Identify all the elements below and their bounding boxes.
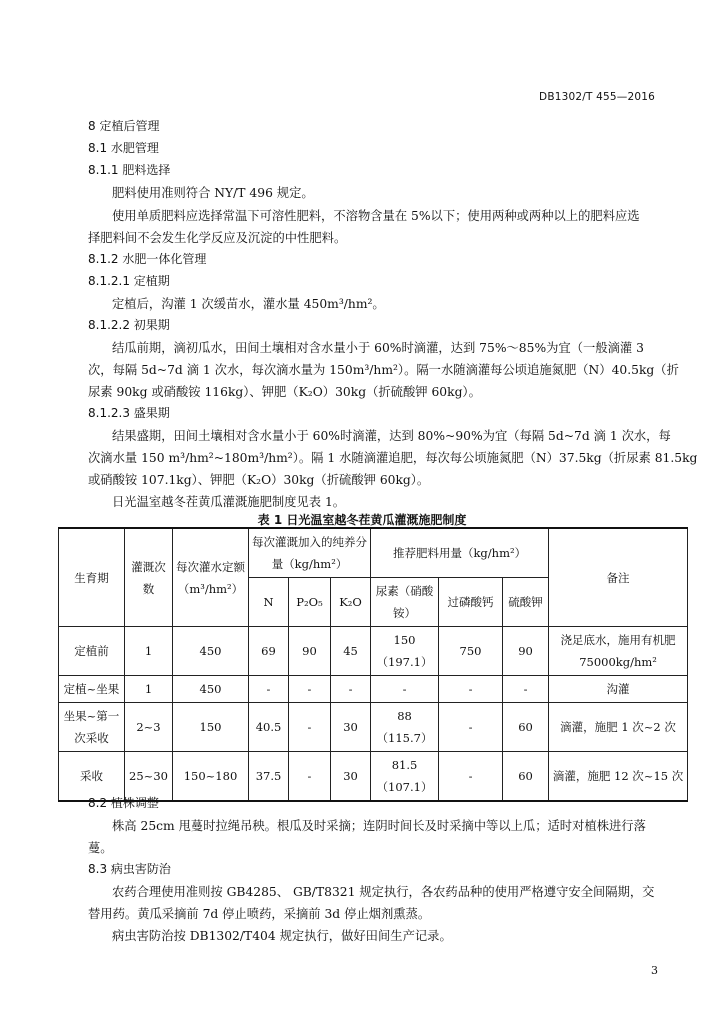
cell-ks: 60: [503, 752, 549, 802]
table-row: [59, 703, 688, 752]
cell-p: -: [289, 676, 331, 703]
paragraph-line: 次滴水量 150 m³/hm²~180m³/hm²）。隔 1 水随滴灌追肥，每次每公顷施氮肥（N）37.5kg（折尿素 81.5kg: [88, 451, 698, 465]
header-quota: 每次灌水定额（m³/hm²）: [173, 528, 249, 627]
cell-super: -: [439, 752, 503, 802]
cell-super: -: [439, 703, 503, 752]
subsection-heading: 8.1.2.3 盛果期: [88, 406, 170, 420]
cell-times: 25~30: [125, 752, 173, 802]
paragraph-line: 使用单质肥料应选择常温下可溶性肥料，不溶物含量在 5%以下；使用两种或两种以上的肥料应选: [112, 209, 640, 223]
header-times: 灌溉次数: [125, 528, 173, 627]
header-k2o: K₂O: [331, 578, 371, 627]
cell-k: 30: [331, 752, 371, 802]
header-fertilizer: 推荐肥料用量（kg/hm²）: [371, 528, 549, 578]
cell-note: 浇足底水，施用有机肥 75000kg/hm²: [549, 627, 688, 676]
subsection-heading: 8.1.2.1 定植期: [88, 274, 170, 288]
header-superphosphate: 过磷酸钙: [439, 578, 503, 627]
cell-note: 滴灌，施肥 1 次~2 次: [549, 703, 688, 752]
paragraph-line: 蔓。: [88, 841, 113, 855]
section-heading: 8 定植后管理: [88, 119, 160, 133]
subsection-heading: 8.1 水肥管理: [88, 141, 159, 155]
cell-k: 30: [331, 703, 371, 752]
paragraph-line: 次，每隔 5d~7d 滴 1 次水，每次滴水量为 150m³/hm²）。隔一水随滴灌每公顷追施氮肥（N）40.5kg（折: [88, 363, 679, 377]
cell-urea: 88（115.7）: [371, 703, 439, 752]
cell-super: -: [439, 676, 503, 703]
cell-ks: 60: [503, 703, 549, 752]
cell-stage: 采收: [59, 752, 125, 802]
paragraph-line: 定植后，沟灌 1 次缓苗水，灌水量 450m³/hm²。: [112, 297, 385, 311]
subsection-heading: 8.1.1 肥料选择: [88, 163, 171, 177]
cell-n: -: [249, 676, 289, 703]
paragraph-line: 日光温室越冬茬黄瓜灌溉施肥制度见表 1。: [112, 495, 346, 509]
cell-urea: 150（197.1）: [371, 627, 439, 676]
cell-quota: 450: [173, 676, 249, 703]
header-stage: 生育期: [59, 528, 125, 627]
header-nutrient: 每次灌溉加入的纯养分量（kg/hm²）: [249, 528, 371, 578]
cell-times: 1: [125, 627, 173, 676]
header-n: N: [249, 578, 289, 627]
subsection-heading: 8.3 病虫害防治: [88, 862, 171, 876]
paragraph-line: 结果盛期，田间土壤相对含水量小于 60%时滴灌，达到 80%~90%为宜（每隔 5d~7d 滴 1 次水，每: [112, 429, 671, 443]
cell-note: 滴灌，施肥 12 次~15 次: [549, 752, 688, 802]
cell-k: -: [331, 676, 371, 703]
paragraph-line: 尿素 90kg 或硝酸铵 116kg）、钾肥（K₂O）30kg（折硫酸钾 60kg）。: [88, 385, 481, 399]
cell-ks: -: [503, 676, 549, 703]
header-note: 备注: [549, 528, 688, 627]
paragraph-line: 或硝酸铵 107.1kg）、钾肥（K₂O）30kg（折硫酸钾 60kg）。: [88, 473, 430, 487]
page-number: 3: [651, 964, 658, 977]
table-caption: 表 1 日光温室越冬茬黄瓜灌溉施肥制度: [257, 513, 467, 527]
paragraph-line: 病虫害防治按 DB1302/T404 规定执行，做好田间生产记录。: [112, 929, 452, 943]
cell-stage: 坐果~第一次采收: [59, 703, 125, 752]
paragraph-line: 株高 25cm 甩蔓时拉绳吊秧。根瓜及时采摘；连阴时间长及时采摘中等以上瓜；适时对植株进行落: [112, 819, 646, 833]
cell-urea: -: [371, 676, 439, 703]
cell-super: 750: [439, 627, 503, 676]
table-row: [59, 676, 688, 703]
paragraph-line: 农药合理使用准则按 GB4285、 GB/T8321 规定执行，各农药品种的使用严格遵守安全间隔期，交: [112, 885, 655, 899]
header-p2o5: P₂O₅: [289, 578, 331, 627]
cell-ks: 90: [503, 627, 549, 676]
cell-n: 69: [249, 627, 289, 676]
cell-quota: 150~180: [173, 752, 249, 802]
paragraph-line: 结瓜前期，滴初瓜水，田间土壤相对含水量小于 60%时滴灌，达到 75%～85%为宜（一般滴灌 3: [112, 341, 644, 355]
cell-times: 2~3: [125, 703, 173, 752]
cell-times: 1: [125, 676, 173, 703]
header-potassium-sulfate: 硫酸钾: [503, 578, 549, 627]
cell-stage: 定植~坐果: [59, 676, 125, 703]
standard-number: DB1302/T 455—2016: [539, 91, 655, 103]
header-urea: 尿素（硝酸铵）: [371, 578, 439, 627]
table-header-row: [59, 528, 688, 578]
cell-p: 90: [289, 627, 331, 676]
cell-k: 45: [331, 627, 371, 676]
fertigation-table: [58, 527, 688, 802]
subsection-heading: 8.1.2.2 初果期: [88, 318, 170, 332]
subsection-heading: 8.2 植株调整: [88, 796, 159, 810]
cell-p: -: [289, 752, 331, 802]
cell-urea: 81.5（107.1）: [371, 752, 439, 802]
cell-p: -: [289, 703, 331, 752]
paragraph-line: 肥料使用准则符合 NY/T 496 规定。: [112, 186, 314, 200]
cell-n: 40.5: [249, 703, 289, 752]
cell-quota: 150: [173, 703, 249, 752]
subsection-heading: 8.1.2 水肥一体化管理: [88, 252, 207, 266]
paragraph-line: 替用药。黄瓜采摘前 7d 停止喷药，采摘前 3d 停止烟剂熏蒸。: [88, 907, 431, 921]
cell-stage: 定植前: [59, 627, 125, 676]
cell-n: 37.5: [249, 752, 289, 802]
paragraph-line: 择肥料间不会发生化学反应及沉淀的中性肥料。: [88, 231, 347, 245]
cell-note: 沟灌: [549, 676, 688, 703]
table-row: [59, 627, 688, 676]
cell-quota: 450: [173, 627, 249, 676]
